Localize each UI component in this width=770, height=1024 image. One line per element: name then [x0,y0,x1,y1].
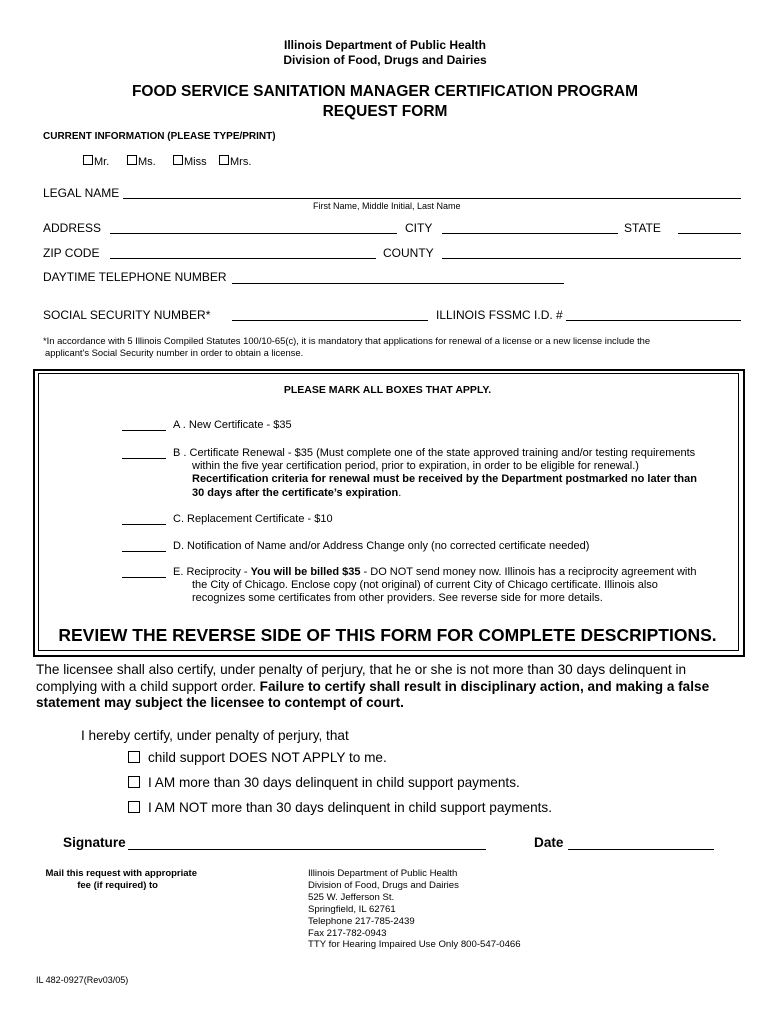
option-e-blank[interactable] [122,577,166,578]
choice-delinquent[interactable]: I AM more than 30 days delinquent in child support payments. [128,775,520,790]
agency-division: Division of Food, Drugs and Dairies [283,53,487,67]
certification-statement: The licensee shall also certify, under penalty of perjury, that he or she is not more than 30 days delinquent in complying with a child support order. Failure to certify shall result in disciplinary action, and making a false statement may subject the licensee to contempt of court. [36,662,710,710]
miss-checkbox[interactable] [173,155,183,165]
form-id: IL 482-0927(Rev03/05) [36,975,129,985]
ssn-input[interactable] [232,320,428,321]
county-label: COUNTY [383,246,434,260]
city-input[interactable] [442,233,618,234]
agency-name: Illinois Department of Public Health [283,38,487,52]
signature-line[interactable] [128,849,486,850]
legal-name-hint: First Name, Middle Initial, Last Name [313,201,461,211]
form-subtitle: REQUEST FORM [322,103,448,120]
options-heading: PLEASE MARK ALL BOXES THAT APPLY. [283,384,492,396]
fssmc-input[interactable] [566,320,741,321]
not-apply-checkbox[interactable] [128,751,140,763]
date-line[interactable] [568,849,714,850]
signature-label: Signature [63,835,126,850]
zip-label: ZIP CODE [43,246,100,260]
state-input[interactable] [678,233,741,234]
salutation-ms[interactable]: Ms. [127,155,156,168]
option-e-text: E. Reciprocity - You will be billed $35 - DO NOT send money now. Illinois has a reciprocity agreement with the City of Chicago. Enclose copy (not original) of current City of Chicago certificate. Illinois also recognizes some certificates from other providers. See reverse side for more details. [173,566,697,605]
county-input[interactable] [442,258,741,259]
fssmc-label: ILLINOIS FSSMC I.D. # [436,308,563,322]
review-notice: REVIEW THE REVERSE SIDE OF THIS FORM FOR COMPLETE DESCRIPTIONS. [58,625,717,645]
delinquent-checkbox[interactable] [128,776,140,788]
mrs-checkbox[interactable] [219,155,229,165]
salutation-mr[interactable]: Mr. [83,155,109,168]
not-delinquent-checkbox[interactable] [128,801,140,813]
options-frame-inner [38,373,739,651]
ssn-note-line2: applicant's Social Security number in order to obtain a license. [45,347,304,358]
city-label: CITY [405,221,433,235]
zip-input[interactable] [110,258,376,259]
option-c-label: C. Replacement Certificate - $10 [173,513,333,525]
option-a-label: A . New Certificate - $35 [173,419,292,431]
ms-checkbox[interactable] [127,155,137,165]
ssn-label: SOCIAL SECURITY NUMBER* [43,308,211,322]
phone-label: DAYTIME TELEPHONE NUMBER [43,270,227,284]
date-label: Date [534,835,564,850]
legal-name-input[interactable] [123,198,741,199]
mailing-address: Illinois Department of Public Health Division of Food, Drugs and Dairies 525 W. Jefferson St. Springfield, IL 62761 Telephone 217-785-2439 Fax 217-782-0943 TTY for Hearing Impaired Use Only 800-547-0466 [308,868,521,951]
state-label: STATE [624,221,661,235]
address-input[interactable] [110,233,397,234]
mail-instructions: Mail this request with appropriate fee (if required) to [45,868,197,891]
legal-name-label: LEGAL NAME [43,186,120,200]
address-label: ADDRESS [43,221,102,235]
option-b-text: B . Certificate Renewal - $35 (Must complete one of the state approved training and/or testing requirements within the five year certification period, prior to expiration, in order to be eligible for renewal.) Recertification criteria for renewal must be received by the Department postmarked no later than 30 days after the certificate’s expiration. [173,447,697,499]
option-d-label: D. Notification of Name and/or Address Change only (no corrected certificate needed) [173,540,590,552]
choice-not-delinquent[interactable]: I AM NOT more than 30 days delinquent in child support payments. [128,800,552,815]
option-d-blank[interactable] [122,551,166,552]
salutation-mrs[interactable]: Mrs. [219,155,251,168]
choice-not-apply[interactable]: child support DOES NOT APPLY to me. [128,750,387,765]
form-title: FOOD SERVICE SANITATION MANAGER CERTIFICATION PROGRAM [131,83,639,100]
current-info-heading: CURRENT INFORMATION (PLEASE TYPE/PRINT) [43,131,276,142]
option-c-blank[interactable] [122,524,166,525]
option-b-blank[interactable] [122,458,166,459]
mr-checkbox[interactable] [83,155,93,165]
phone-input[interactable] [232,283,564,284]
ssn-note-line1: *In accordance with 5 Illinois Compiled Statutes 100/10-65(c), it is mandatory that applications for renewal of a license or a new license include the [43,335,651,346]
option-a-blank[interactable] [122,430,166,431]
salutation-miss[interactable]: Miss [173,155,207,168]
certify-intro: I hereby certify, under penalty of perjury, that [81,728,349,743]
